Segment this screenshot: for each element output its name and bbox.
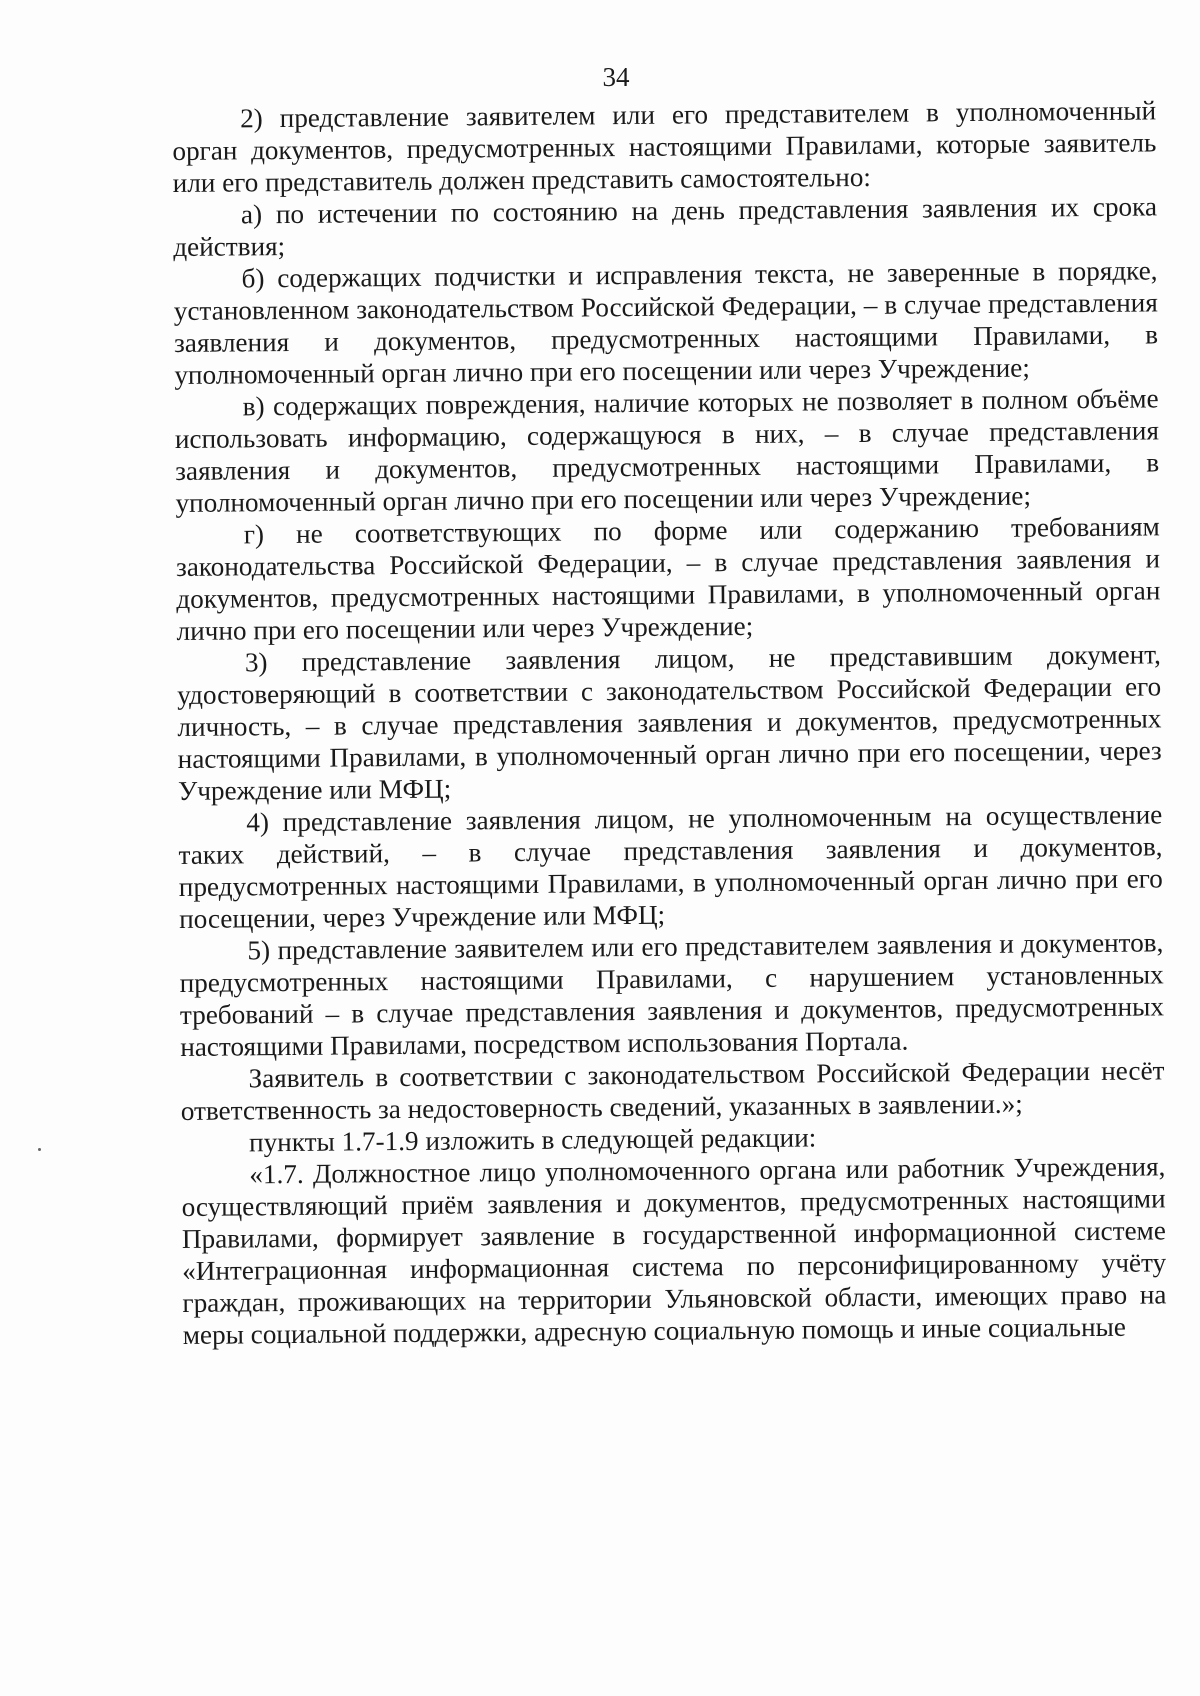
- paragraph-item-4: 4) представление заявления лицом, не уполномоченным на осуществление таких действий, – в случае представления заявления и документов, предусмотренных настоящими Правилами, в уполномоченный орган лично при его посещении, через Учреждение или МФЦ;: [178, 799, 1163, 934]
- paragraph-subitem-a: а) по истечении по состоянию на день представления заявления их срока действия;: [173, 191, 1158, 262]
- paragraph-subitem-v: в) содержащих повреждения, наличие которых не позволяет в полном объёме использовать информацию, содержащуюся в них, – в случае представления заявления и документов, предусмотренных настоящими Правилами, в уполномоченный орган лично при его посещении или через Учреждение;: [174, 383, 1160, 518]
- scan-speck: [38, 1148, 41, 1151]
- paragraph-item-3: 3) представление заявления лицом, не представившим документ, удостоверяющий в соответствии с законодательством Российской Федерации его личность, – в случае представления заявления и документов, предусмотренных настоящими Правилами, в уполномоченный орган лично при его посещении, через Учреждение или МФЦ;: [177, 639, 1162, 806]
- document-body: [172, 94, 1167, 1351]
- paragraph-clause-1-7: «1.7. Должностное лицо уполномоченного органа или работник Учреждения, осуществляющий приём заявления и документов, предусмотренных настоящими Правилами, формирует заявление в государственной информационной системе «Интеграционная информационная система по персонифицированному учёту граждан, проживающих на территории Ульяновской области, имеющих право на меры социальной поддержки, адресную социальную помощь и иные социальные: [181, 1151, 1167, 1350]
- paragraph-subitem-g: г) не соответствующих по форме или содержанию требованиям законодательства Российской Федерации, – в случае представления заявления и документов, предусмотренных настоящими Правилами, в уполномоченный орган лично при его посещении или через Учреждение;: [175, 511, 1161, 646]
- paragraph-subitem-b: б) содержащих подчистки и исправления текста, не заверенные в порядке, установленном законодательством Российской Федерации, – в случае представления заявления и документов, предусмотренных настоящими Правилами, в уполномоченный орган лично при его посещении или через Учреждение;: [173, 255, 1159, 390]
- paragraph-item-2: 2) представление заявителем или его представителем в уполномоченный орган документов, предусмотренных настоящими Правилами, которые заявитель или его представитель должен представить самостоятельно:: [172, 95, 1157, 198]
- paragraph-amendment-intro: пункты 1.7-1.9 изложить в следующей редакции:: [248, 1122, 817, 1158]
- page-number: 34: [602, 62, 630, 92]
- paragraph-item-5: 5) представление заявителем или его представителем заявления и документов, предусмотренных настоящими Правилами, с нарушением установленных требований – в случае представления заявления и документов, предусмотренных настоящими Правилами, посредством использования Портала.: [179, 927, 1165, 1062]
- paragraph-applicant-responsibility: Заявитель в соответствии с законодательством Российской Федерации несёт ответственность за недостоверность сведений, указанных в заявлении.»;: [180, 1055, 1165, 1126]
